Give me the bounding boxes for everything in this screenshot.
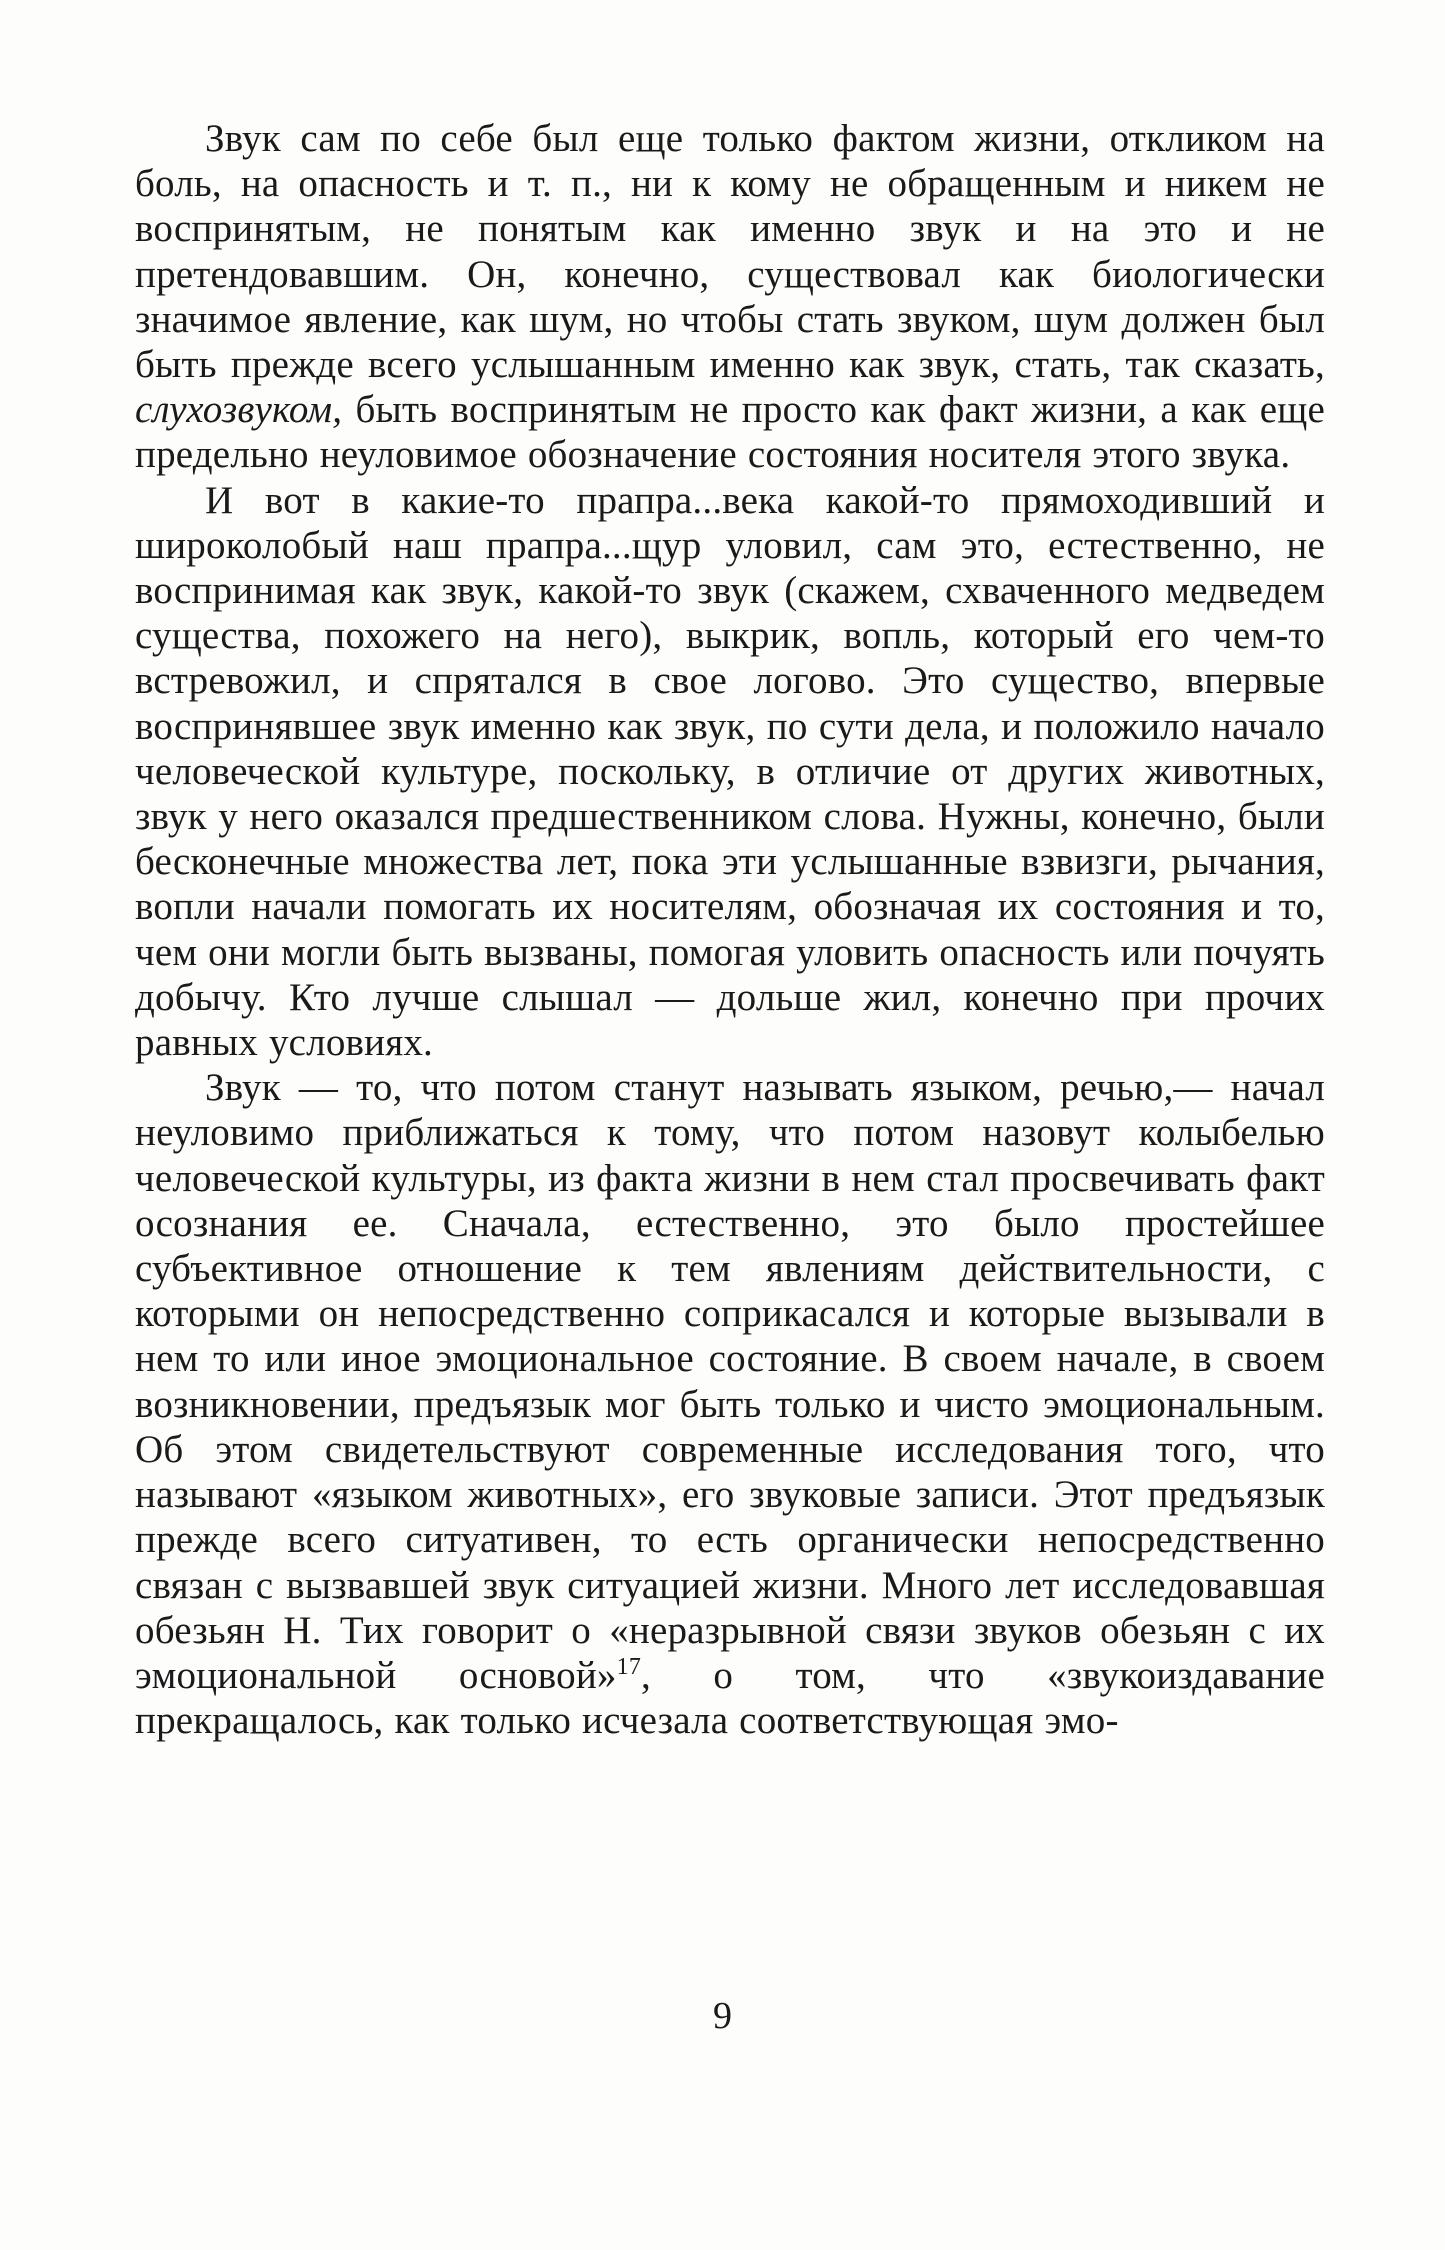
paragraph-1 [135,116,1325,478]
page-number: 9 [713,1995,732,2037]
paragraph-1-text-start: Звук сам по себе был еще только фактом жизни, откликом на боль, на опасность и т. п., ни к кому не обращенным и никем не воспринятым, не понятым как именно звук и на это и не претендовавшим. Он, конечно, существовал как биологически значимое явление, как шум, но чтобы стать звуком, шум должен был быть прежде всего услышанным именно как звук, стать, так сказать, [135,117,1325,387]
paragraph-2-text: И вот в какие-то прапра...века какой-то прямоходивший и широколобый наш прапра...щур уловил, сам это, естественно, не воспринимая как звук, какой-то звук (скажем, схваченного медведем существа, похожего на него), выкрик, вопль, который его чем-то встревожил, и спрятался в свое логово. Это существо, впервые воспринявшее звук именно как звук, по сути дела, и положило начало человеческой культуре, поскольку, в отличие от других животных, звук у него оказался предшественником слова. Нужны, конечно, были бесконечные множества лет, пока эти услышанные взвизги, рычания, вопли начали помогать их носителям, обозначая их состояния и то, чем они могли быть вызваны, помогая уловить опасность или почуять добычу. Кто лучше слышал — дольше жил, конечно при прочих равных условиях. [135,478,1325,1065]
paragraph-3 [135,1065,1325,1743]
paragraph-3-text-end: , о том, что «звукоиздавание прекращалось, как только исчезала соответствующая эмо- [135,1653,1326,1743]
footnote-marker: 17 [616,1653,642,1680]
paragraph-3-text-start: Звук — то, что потом станут называть языком, речью,— начал неуловимо приближаться к тому, что потом назовут колыбелью человеческой культуры, из факта жизни в нем стал просвечивать факт осознания ее. Сначала, естественно, это было простейшее субъективное отношение к тем явлениям действительности, с которыми он непосредственно соприкасался и которые вызывали в нем то или иное эмоциональное состояние. В своем начале, в своем возникновении, предъязык мог быть только и чисто эмоциональным. Об этом свидетельствуют современные исследования того, что называют «языком животных», его звуковые записи. Этот предъязык прежде всего ситуативен, то есть органически непосредственно связан с вызвавшей звук ситуацией жизни. Много лет исследовавшая обезьян Н. Тих говорит о «неразрывной связи звуков обезьян с их эмоциональной основой» [135,1066,1325,1697]
paragraph-2 [135,478,1325,1066]
body-text [135,116,1325,1743]
italic-term: слухозвуком, [135,388,343,432]
paragraph-1-text-end: быть воспринятым не просто как факт жизни, а как еще предельно неуловимое обозначение состояния носителя этого звука. [135,388,1325,477]
